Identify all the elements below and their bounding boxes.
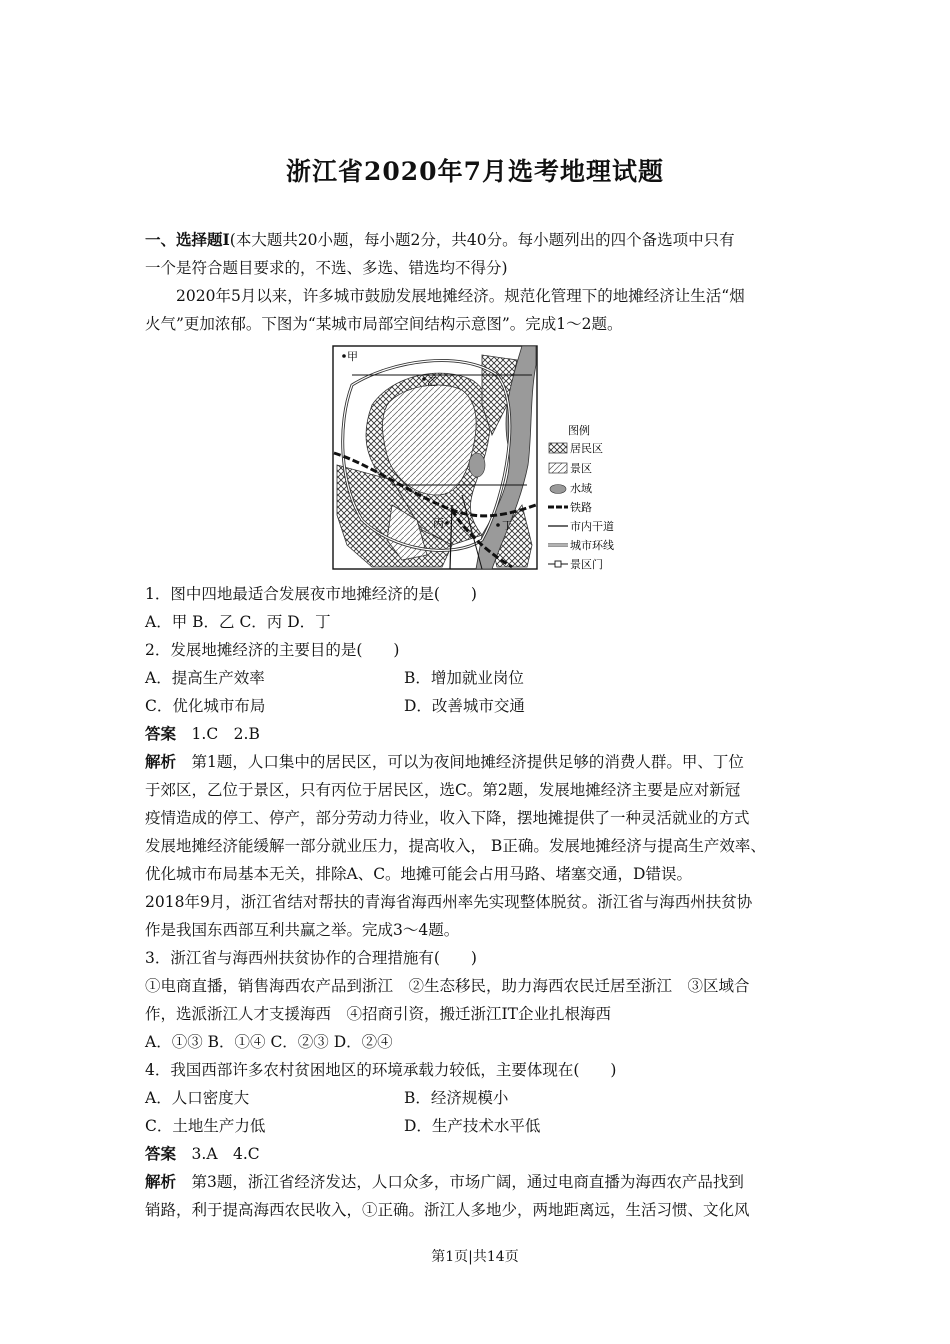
question-statement: ①电商直播，销售海西农产品到浙江 ②生态移民，助力海西农民迁居至浙江 ③区域合 [145,977,750,995]
legend-label: 景区 [570,462,592,475]
option-d: D．改善城市交通 [404,697,525,715]
section-intro [145,226,810,338]
passage-text: 2020年5月以来，许多城市鼓励发展地摊经济。规范化管理下的地摊经济让生活“烟 [176,287,745,305]
page-footer: 第1页|共14页 [431,1249,519,1265]
map-place-label: 丁 [502,519,513,532]
section-intro-text: (本大题共20小题，每小题2分，共40分。每小题列出的四个备选项中只有 [229,231,735,249]
analysis-text: 第3题，浙江省经济发达，人口众多，市场广阔，通过电商直播为海西农产品找到 [191,1173,744,1191]
analysis-text: 疫情造成的停工、停产，部分劳动力待业，收入下降，摆地摊提供了一种灵活就业的方式 [145,809,750,827]
option-b: B．增加就业岗位 [404,669,524,687]
answer-label: 答案 [145,1144,177,1163]
legend-label: 城市环线 [570,539,614,552]
answer-label: 答案 [145,724,177,743]
legend-label: 市内干道 [570,520,614,533]
analysis-text: 销路，利于提高海西农民收入，①正确。浙江人多地少，两地距离远，生活习惯、文化风 [145,1201,750,1219]
map-place-label: 乙 [427,375,438,388]
analysis-text: 于郊区，乙位于景区，只有丙位于居民区，选C。第2题，发展地摊经济主要是应对新冠 [145,781,741,799]
legend-label: 居民区 [570,442,603,455]
analysis-text: 优化城市布局基本无关，排除A、C。地摊可能会占用马路、堵塞交通，D错误。 [145,865,692,883]
question-stem: 4．我国西部许多农村贫困地区的环境承载力较低，主要体现在( ) [145,1061,617,1079]
option-a: A．人口密度大 [145,1089,250,1107]
answer-text: 3.A 4.C [191,1145,260,1163]
question-block [145,580,810,1224]
city-structure-map [332,345,632,571]
option-c: C．土地生产力低 [145,1117,266,1135]
passage-text: 火气”更加浓郁。下图为“某城市局部空间结构示意图”。完成1～2题。 [145,315,623,333]
question-stem: 1．图中四地最适合发展夜市地摊经济的是( ) [145,585,477,603]
section-heading: 一、选择题Ⅰ [145,230,230,249]
page-title: 浙江省2020年7月选考地理试题 [286,157,664,186]
legend-label: 水域 [570,482,592,495]
analysis-label: 解析 [145,1172,177,1191]
question-stem: 2．发展地摊经济的主要目的是( ) [145,641,400,659]
legend-title: 图例 [568,424,590,437]
legend-label: 景区门 [570,558,603,571]
question-stem: 3．浙江省与海西州扶贫协作的合理措施有( ) [145,949,477,967]
analysis-label: 解析 [145,752,177,771]
map-place-label: 甲 [347,350,358,363]
section-intro-text: 一个是符合题目要求的，不选、多选、错选均不得分) [145,259,508,277]
passage-text: 作是我国东西部互利共赢之举。完成3～4题。 [145,921,460,939]
analysis-text: 发展地摊经济能缓解一部分就业压力，提高收入， B正确。发展地摊经济与提高生产效率、 [145,837,766,855]
analysis-text: 第1题，人口集中的居民区，可以为夜间地摊经济提供足够的消费人群。甲、丁位 [191,753,744,771]
question-statement: 作，选派浙江人才支援海西 ④招商引资，搬迁浙江IT企业扎根海西 [145,1005,611,1023]
option-a: A．提高生产效率 [145,669,265,687]
map-place-label: 丙 [433,517,444,530]
answer-text: 1.C 2.B [191,725,260,743]
question-options: A．①③ B．①④ C．②③ D．②④ [145,1033,393,1051]
legend-label: 铁路 [570,501,592,514]
passage-text: 2018年9月，浙江省结对帮扶的青海省海西州率先实现整体脱贫。浙江省与海西州扶贫协 [145,893,753,911]
question-options: A．甲 B．乙 C．丙 D．丁 [145,613,331,631]
option-d: D．生产技术水平低 [404,1117,541,1135]
water-area [469,453,485,477]
option-c: C．优化城市布局 [145,697,266,715]
option-b: B．经济规模小 [404,1089,509,1107]
